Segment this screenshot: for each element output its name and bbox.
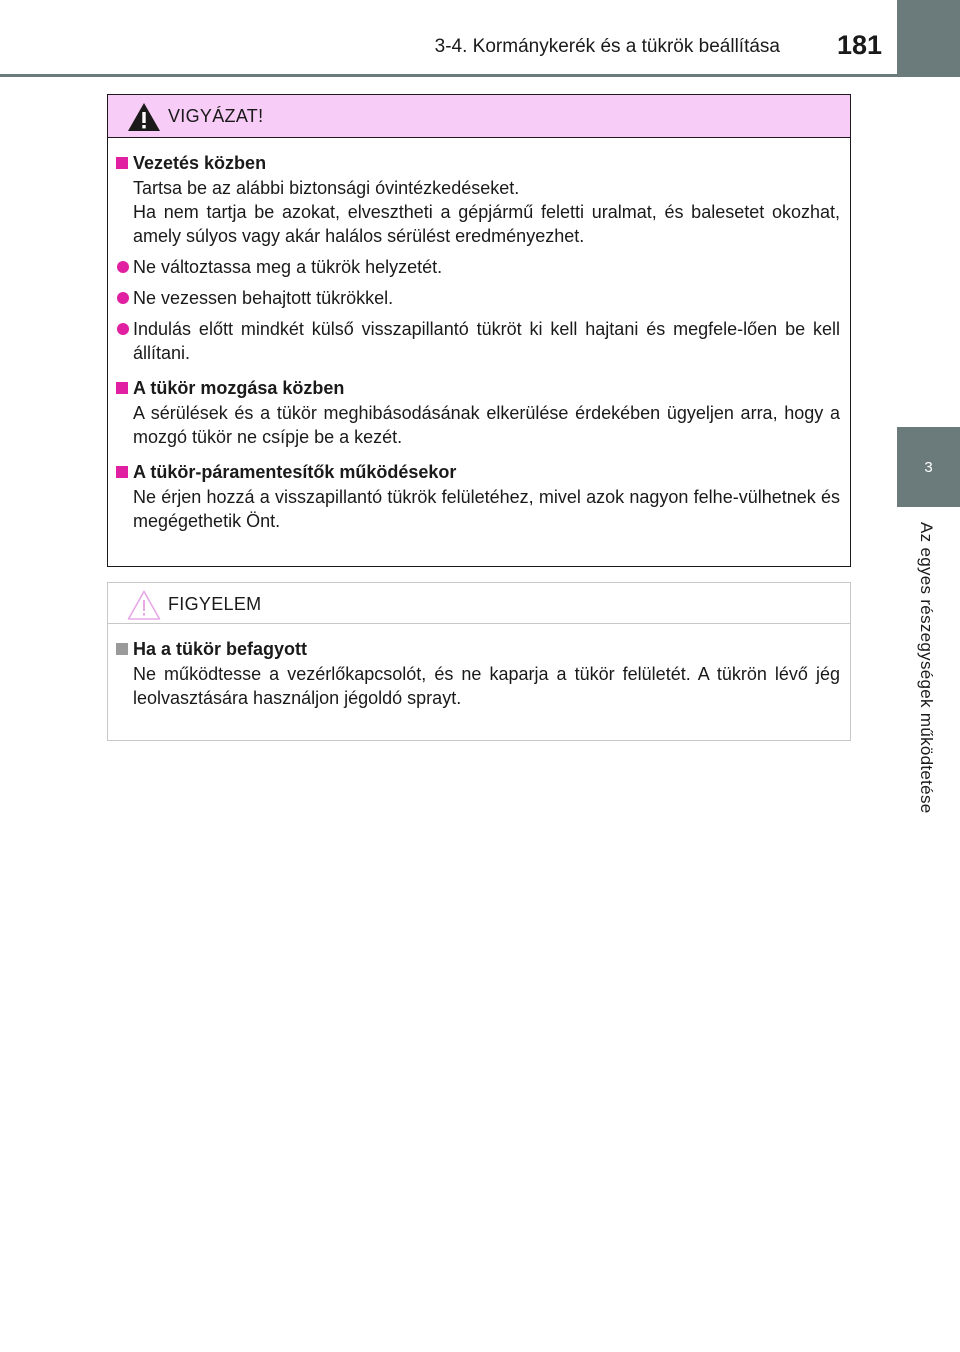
- paragraph: A sérülések és a tükör meghibásodásának elkerülése érdekében ügyeljen arra, hogy a mozgó tükör ne csípje be a kezét.: [133, 403, 840, 447]
- round-bullet-icon: [117, 292, 129, 304]
- section-heading: [116, 459, 840, 485]
- section-heading-text: A tükör mozgása közben: [133, 378, 345, 398]
- list-item-text: Ne változtassa meg a tükrök helyzetét.: [133, 257, 443, 277]
- warning-body: [108, 138, 850, 533]
- chapter-number: 3: [924, 458, 933, 476]
- section-title: 3-4. Kormánykerék és a tükrök beállítása: [434, 36, 780, 57]
- section-heading: [116, 150, 840, 176]
- section-heading-text: Vezetés közben: [133, 153, 267, 173]
- round-bullet-icon: [117, 261, 129, 273]
- section-heading-text: Ha a tükör befagyott: [133, 639, 308, 659]
- paragraph: Ne érjen hozzá a visszapillantó tükrök felületéhez, mivel azok nagyon felhe-vülhetnek és megégethetik Önt.: [133, 487, 840, 531]
- warning-header: [108, 95, 850, 138]
- square-bullet-icon: [116, 382, 128, 394]
- list-item: [116, 317, 840, 365]
- chapter-label: Az egyes részegységek működtetése: [917, 522, 936, 814]
- list-item: [116, 286, 840, 310]
- round-bullet-icon: [117, 323, 129, 335]
- square-bullet-icon: [116, 466, 128, 478]
- warning-triangle-filled-icon: [126, 101, 162, 133]
- paragraph: Ha nem tartja be azokat, elvesztheti a gépjármű feletti uralmat, és balesetet okozhat, amely súlyos vagy akár halálos sérülést eredményezhet.: [133, 202, 840, 246]
- square-bullet-icon: [116, 643, 128, 655]
- header-rule: [0, 74, 960, 77]
- square-bullet-icon: [116, 157, 128, 169]
- chapter-tab: [897, 427, 960, 507]
- page-header: [0, 0, 960, 80]
- warning-section: [116, 150, 840, 365]
- section-heading: [116, 636, 840, 662]
- list-item-text: Ne vezessen behajtott tükrökkel.: [133, 288, 394, 308]
- list-item: [116, 255, 840, 279]
- warning-label: VIGYÁZAT!: [168, 106, 264, 126]
- section-heading: [116, 375, 840, 401]
- warning-box: [107, 94, 851, 567]
- warning-section: [116, 459, 840, 533]
- warning-section: [116, 375, 840, 449]
- paragraph: Ne működtesse a vezérlőkapcsolót, és ne kaparja a tükör felületét. A tükrön lévő jég leolvasztására használjon jégoldó sprayt.: [133, 664, 840, 708]
- notice-box: [107, 582, 851, 741]
- notice-label: FIGYELEM: [168, 594, 262, 614]
- warning-triangle-outline-icon: [126, 589, 162, 621]
- side-tab-top: [897, 0, 960, 77]
- page-number: 181: [836, 30, 882, 60]
- notice-section: [116, 636, 840, 710]
- notice-body: [108, 624, 850, 710]
- section-heading-text: A tükör-páramentesítők működésekor: [133, 462, 457, 482]
- list-item-text: Indulás előtt mindkét külső visszapillantó tükröt ki kell hajtani és megfele-lően be kell állítani.: [133, 319, 840, 363]
- paragraph: Tartsa be az alábbi biztonsági óvintézkedéseket.: [133, 178, 520, 198]
- notice-header: [108, 583, 850, 624]
